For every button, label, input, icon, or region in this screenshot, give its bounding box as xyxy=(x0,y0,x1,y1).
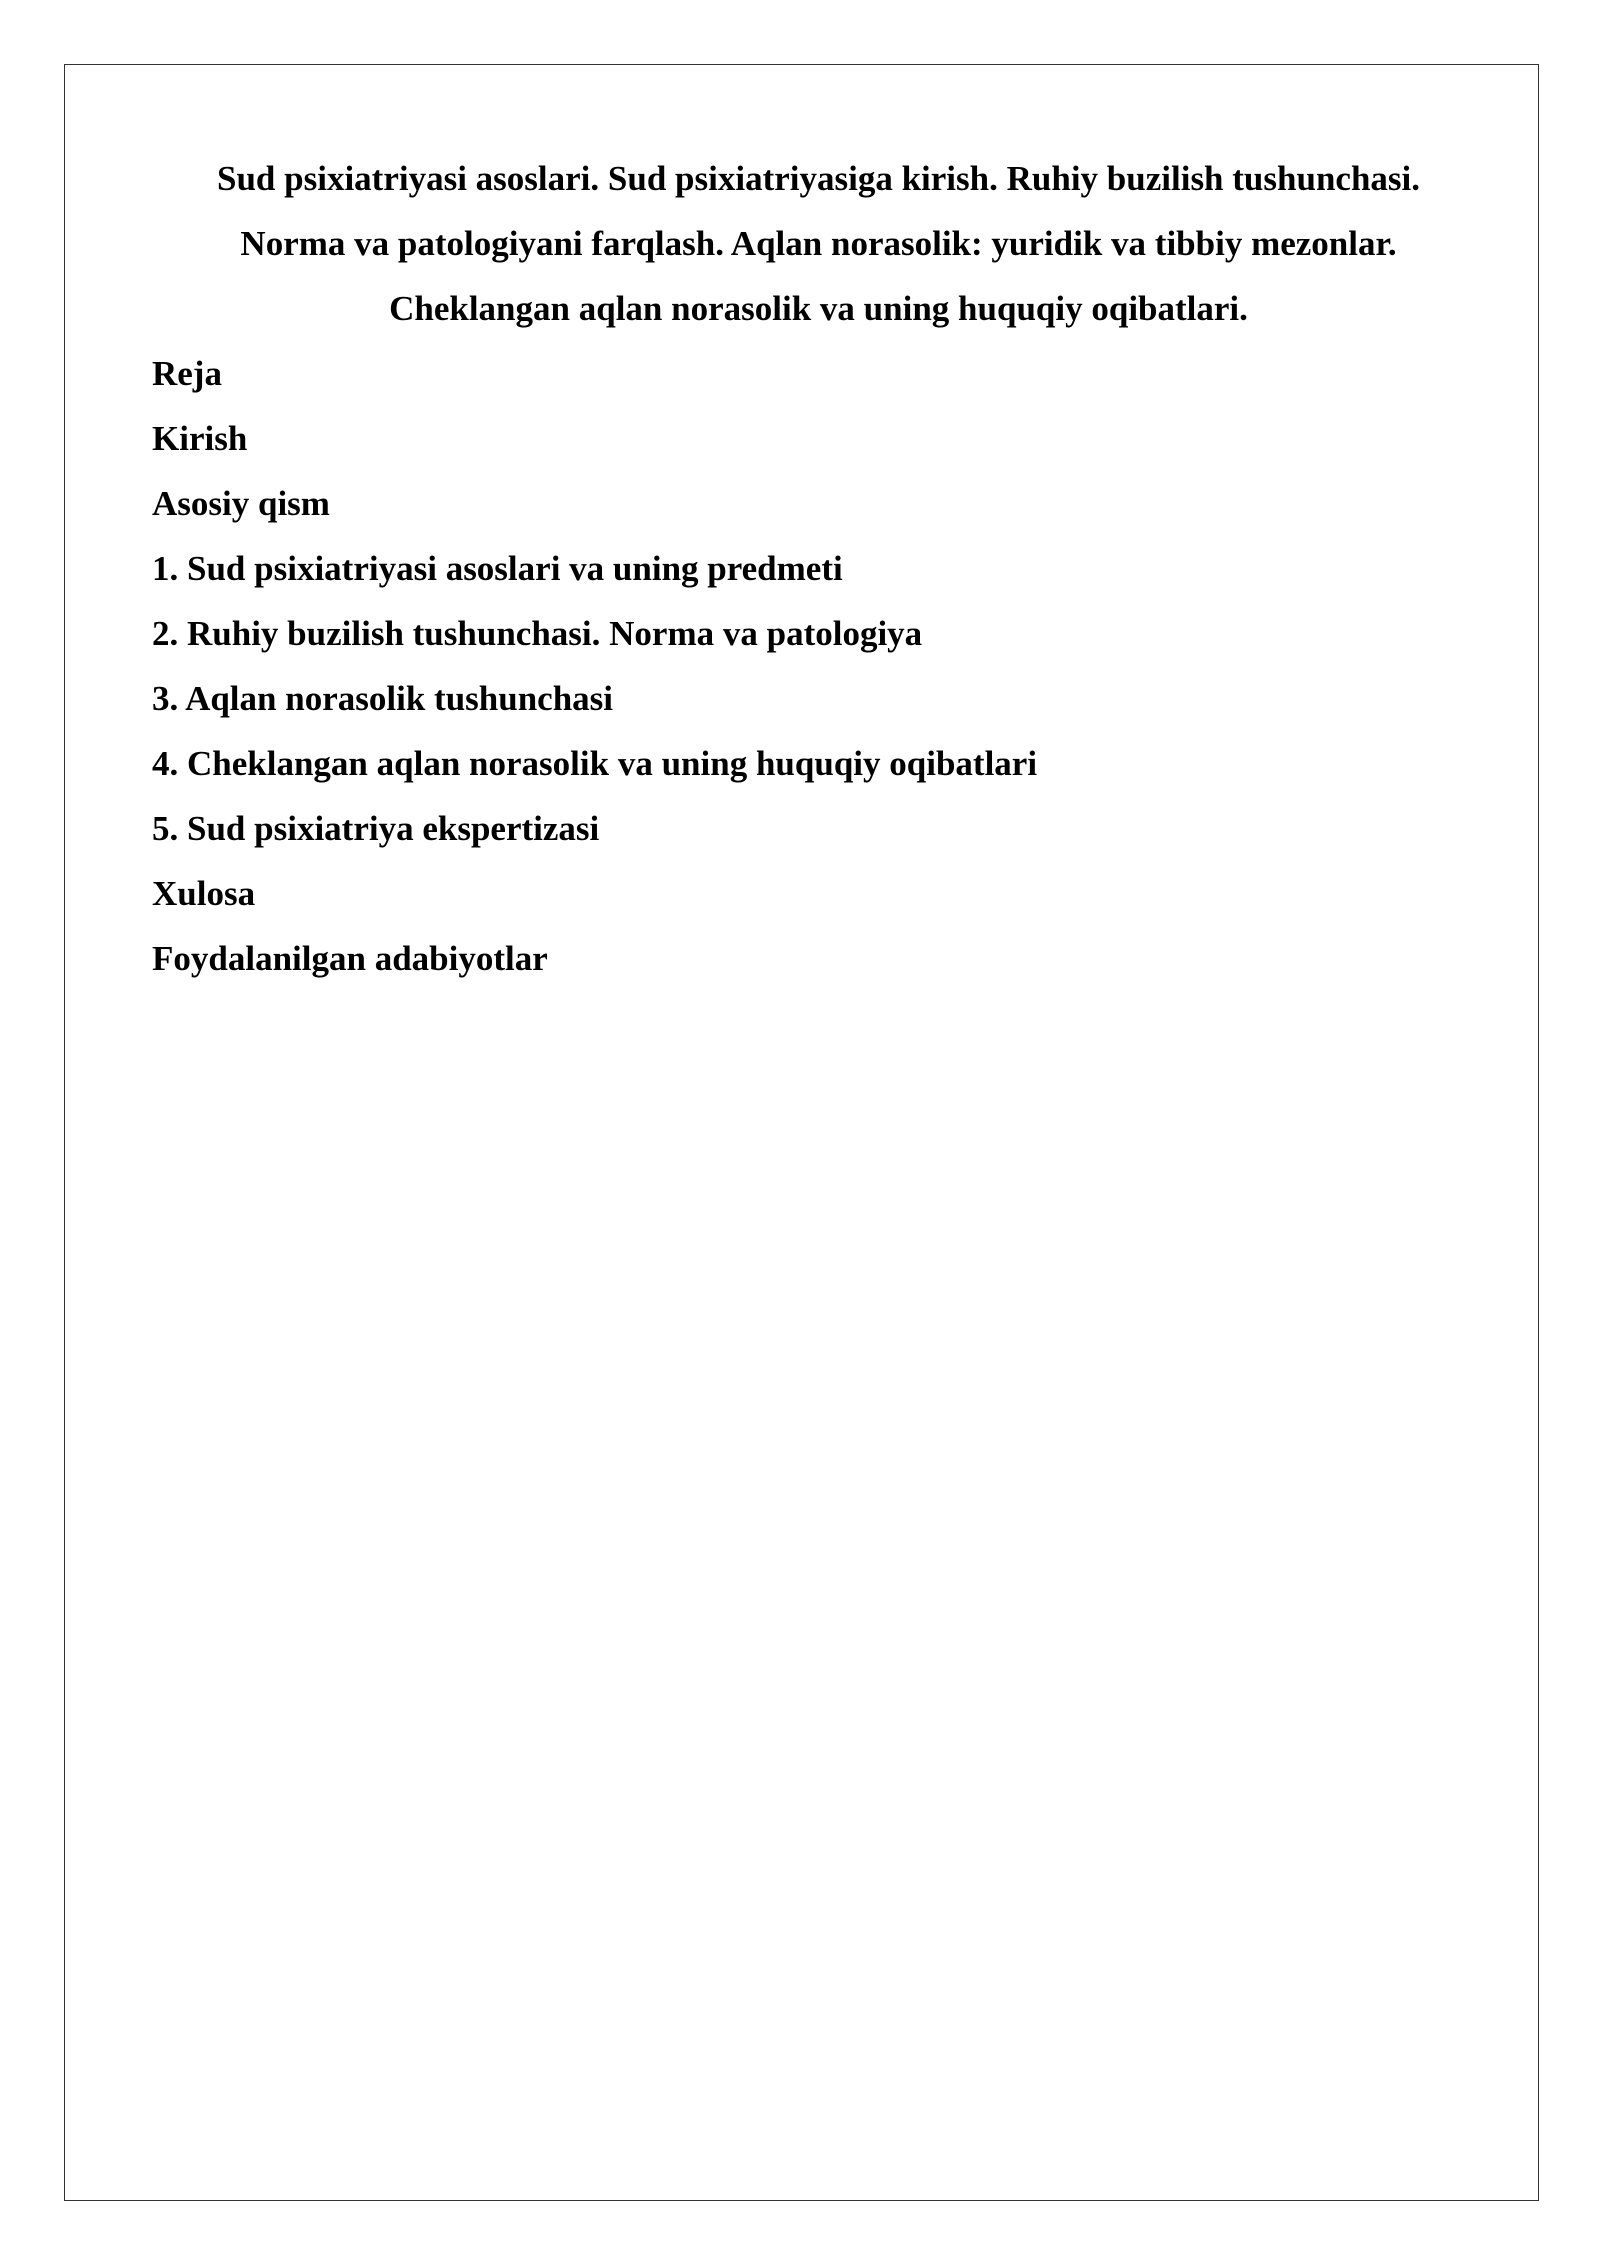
document-body xyxy=(152,146,1485,991)
outline-item-xulosa: Xulosa xyxy=(152,874,256,913)
plan-outline xyxy=(152,341,1485,991)
outline-item-kirish: Kirish xyxy=(152,419,248,458)
outline-heading-reja: Reja xyxy=(152,354,222,393)
outline-item-3: 3. Aqlan norasolik tushunchasi xyxy=(152,679,614,718)
outline-item-adabiyotlar: Foydalanilgan adabiyotlar xyxy=(152,939,548,978)
outline-item-1: 1. Sud psixiatriyasi asoslari va uning predmeti xyxy=(152,549,843,588)
outline-item-2: 2. Ruhiy buzilish tushunchasi. Norma va patologiya xyxy=(152,614,923,653)
outline-item-asosiy-qism: Asosiy qism xyxy=(152,484,330,523)
title-line-3: Cheklangan aqlan norasolik va uning huquqiy oqibatlari. xyxy=(389,289,1248,328)
title-line-2: Norma va patologiyani farqlash. Aqlan norasolik: yuridik va tibbiy mezonlar. xyxy=(240,224,1397,263)
outline-item-4: 4. Cheklangan aqlan norasolik va uning huquqiy oqibatlari xyxy=(152,744,1038,783)
document-title xyxy=(152,146,1485,341)
title-line-1: Sud psixiatriyasi asoslari. Sud psixiatriyasiga kirish. Ruhiy buzilish tushunchasi. xyxy=(216,159,1421,198)
outline-item-5: 5. Sud psixiatriya ekspertizasi xyxy=(152,809,600,848)
